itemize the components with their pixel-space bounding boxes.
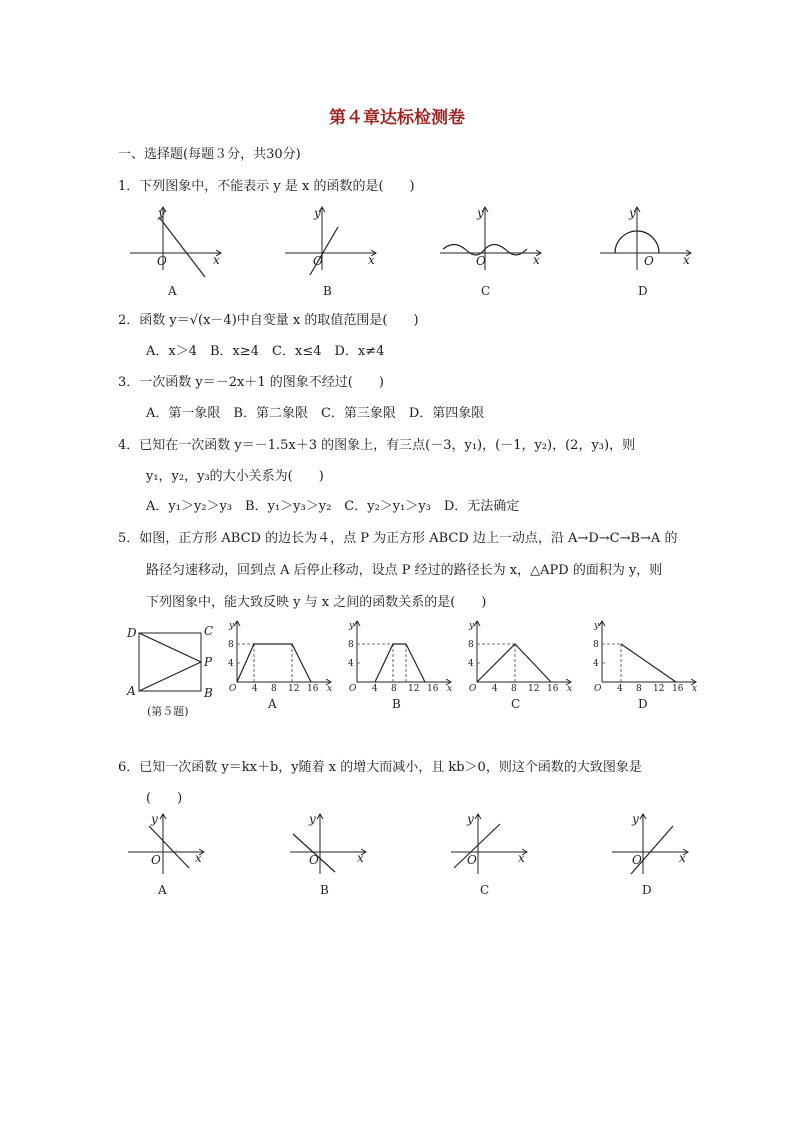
svg-text:16: 16: [427, 684, 439, 694]
svg-text:x: x: [533, 253, 540, 267]
svg-text:O: O: [632, 853, 642, 867]
q2-choices: A．x＞4 B．x≥4 C．x≤4 D．x≠4: [146, 344, 385, 359]
svg-text:y: y: [309, 812, 316, 826]
svg-text:O: O: [644, 254, 654, 268]
svg-text:O: O: [594, 684, 602, 694]
svg-text:y: y: [594, 621, 600, 631]
q4-stem-line1: 4．已知在一次函数 y＝－1.5x＋3 的图象上，有三点(－3，y₁)，(－1，y₂)，(2，y₃)，则: [118, 438, 636, 453]
axis-y-label: y: [158, 206, 165, 220]
svg-text:8: 8: [391, 684, 397, 694]
q1-graph-c: [435, 205, 545, 300]
q6-graph-d: [609, 812, 694, 902]
q1-graph-b: [280, 205, 380, 300]
svg-text:y: y: [477, 206, 484, 220]
svg-text:O: O: [476, 254, 486, 268]
svg-text:12: 12: [288, 684, 300, 694]
svg-text:12: 12: [653, 684, 665, 694]
svg-text:x: x: [518, 851, 525, 865]
q6-graph-b: [287, 812, 372, 902]
q5-graph-c: [465, 618, 575, 713]
page-title: 第４章达标检测卷: [329, 108, 465, 128]
q5-caption: (第５题): [147, 705, 189, 718]
svg-text:y: y: [467, 812, 474, 826]
svg-text:y: y: [151, 812, 158, 826]
svg-text:8: 8: [271, 684, 277, 694]
svg-text:8: 8: [593, 640, 599, 650]
q5-graph-b: [345, 618, 455, 713]
q5-line2: 路径匀速移动，回到点 A 后停止移动，设点 P 经过的路径长为 x，△APD 的面积为 y，则: [146, 563, 663, 578]
q1-graph-d: [595, 205, 695, 300]
svg-text:D: D: [127, 626, 137, 640]
svg-text:4: 4: [348, 659, 354, 669]
q5-graph-a: [225, 618, 335, 713]
svg-text:y: y: [229, 621, 235, 631]
svg-text:y: y: [314, 206, 321, 220]
svg-text:x: x: [683, 253, 690, 267]
q5-graph-d: [590, 618, 700, 713]
svg-text:O: O: [349, 684, 357, 694]
option-label: A: [158, 883, 167, 897]
svg-text:O: O: [151, 853, 161, 867]
q5-square-figure: [125, 623, 220, 723]
svg-text:4: 4: [252, 684, 258, 694]
q4-stem-line2: y₁，y₂，y₃的大小关系为( ): [146, 469, 324, 484]
svg-text:y: y: [349, 621, 355, 631]
svg-text:16: 16: [547, 684, 559, 694]
option-label: B: [320, 883, 329, 897]
svg-text:x: x: [195, 851, 202, 865]
q6-paren: ( ): [146, 791, 183, 806]
svg-text:8: 8: [228, 640, 234, 650]
svg-text:y: y: [469, 621, 475, 631]
svg-text:O: O: [467, 853, 477, 867]
svg-text:A: A: [127, 684, 136, 698]
option-label: D: [638, 697, 648, 711]
svg-text:x: x: [692, 684, 698, 694]
q6-graph-a: [125, 812, 210, 902]
svg-text:16: 16: [307, 684, 319, 694]
q5-line1: 5．如图，正方形 ABCD 的边长为４，点 P 为正方形 ABCD 边上一动点，沿 A→D→C→B→A 的: [118, 531, 678, 546]
option-label: A: [168, 284, 177, 298]
svg-text:4: 4: [468, 659, 474, 669]
q4-choices: A．y₁＞y₂＞y₃ B．y₁＞y₃＞y₂ C．y₂＞y₁＞y₃ D．无法确定: [146, 499, 520, 514]
option-label: D: [638, 284, 648, 298]
svg-text:C: C: [204, 624, 214, 638]
q3-choices: A．第一象限 B．第二象限 C．第三象限 D．第四象限: [146, 406, 485, 421]
svg-text:x: x: [567, 684, 573, 694]
svg-text:O: O: [309, 853, 319, 867]
option-label: C: [511, 697, 521, 711]
svg-text:y: y: [632, 812, 639, 826]
svg-text:8: 8: [468, 640, 474, 650]
svg-text:O: O: [469, 684, 477, 694]
option-label: B: [323, 284, 332, 298]
svg-text:12: 12: [528, 684, 540, 694]
svg-text:4: 4: [372, 684, 378, 694]
svg-text:4: 4: [492, 684, 498, 694]
svg-text:16: 16: [672, 684, 684, 694]
option-label: D: [642, 883, 652, 897]
q6-stem: 6．已知一次函数 y＝kx＋b，y随着 x 的增大而减小，且 kb＞0，则这个函数的大致图象是: [118, 760, 642, 775]
svg-text:x: x: [679, 851, 686, 865]
q1-graph-a: [125, 205, 225, 300]
svg-text:4: 4: [593, 659, 599, 669]
option-label: A: [268, 697, 277, 711]
svg-text:O: O: [229, 684, 237, 694]
svg-text:4: 4: [228, 659, 234, 669]
q1-stem: 1．下列图象中，不能表示 y 是 x 的函数的是( ): [118, 179, 415, 194]
svg-text:x: x: [447, 684, 453, 694]
q5-line3: 下列图象中，能大致反映 y 与 x 之间的函数关系的是( ): [146, 595, 487, 610]
svg-text:x: x: [327, 684, 333, 694]
svg-text:12: 12: [408, 684, 420, 694]
option-label: B: [392, 697, 401, 711]
svg-text:P: P: [204, 655, 213, 669]
svg-text:B: B: [204, 686, 213, 700]
svg-text:8: 8: [511, 684, 517, 694]
q6-graph-c: [448, 812, 533, 902]
option-label: C: [480, 883, 490, 897]
svg-text:4: 4: [617, 684, 623, 694]
svg-text:8: 8: [348, 640, 354, 650]
svg-text:x: x: [357, 851, 364, 865]
svg-text:O: O: [313, 254, 323, 268]
q3-stem: 3．一次函数 y＝－2x＋1 的图象不经过( ): [118, 375, 384, 390]
svg-text:8: 8: [636, 684, 642, 694]
q2-stem: 2．函数 y＝√(x－4)中自变量 x 的取值范围是( ): [118, 313, 419, 328]
option-label: C: [481, 284, 491, 298]
svg-text:x: x: [368, 253, 375, 267]
svg-text:y: y: [629, 206, 636, 220]
section-heading: 一、选择题(每题３分，共30分): [118, 147, 301, 162]
axis-x-label: x: [213, 253, 220, 267]
origin-label: O: [157, 254, 167, 268]
